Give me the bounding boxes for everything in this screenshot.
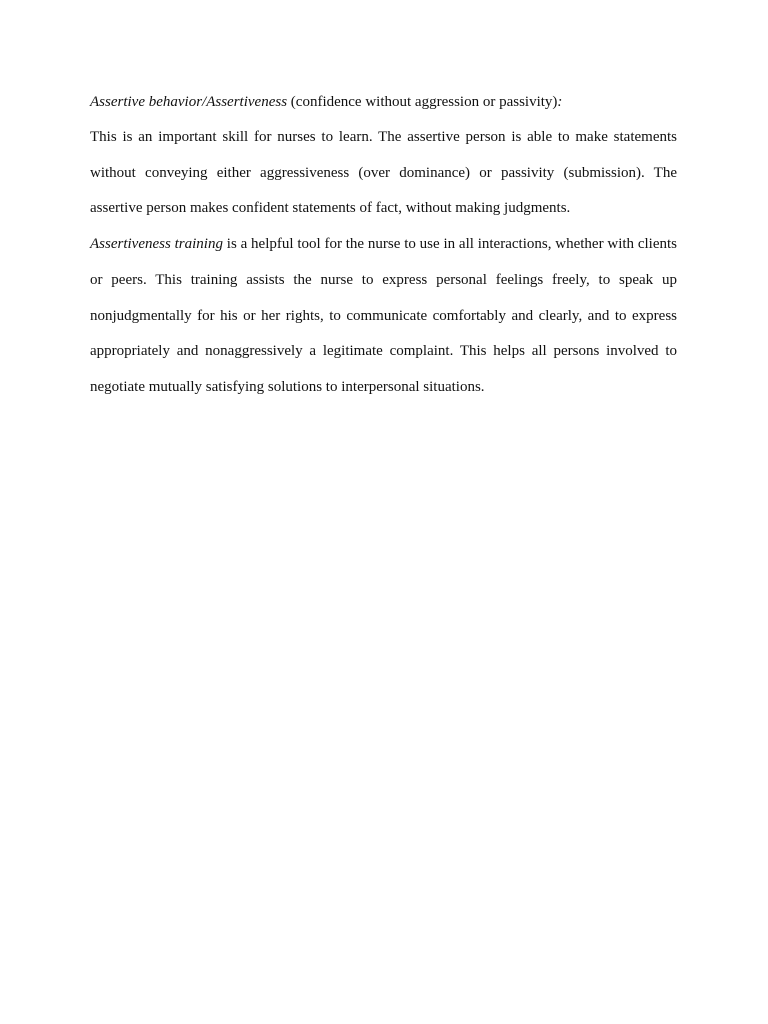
paragraph-assertiveness-training [90, 227, 677, 406]
document-body [90, 84, 677, 406]
section-heading [90, 84, 677, 120]
training-term: Assertiveness training [90, 236, 223, 253]
training-text: is a helpful tool for the nurse to use in all interactions, whether with clients or peers. This training assists the nurse to express personal feelings freely, to speak up nonjudgmentally for his or her rights, to communicate comfortably and clearly, and to express appropriately and nonaggressively a legitimate complaint. This helps all persons involved to negotiate mutually satisfying solutions to interpersonal situations. [90, 236, 677, 395]
heading-colon: : [557, 94, 563, 110]
heading-term: Assertive behavior/Assertiveness [90, 94, 288, 110]
heading-definition: (confidence without aggression or passivity) [287, 94, 558, 110]
paragraph-assertiveness: This is an important skill for nurses to learn. The assertive person is able to make statements without conveying either aggressiveness (over dominance) or passivity (submission). The assertive person makes confident statements of fact, without making judgments. [90, 129, 677, 217]
